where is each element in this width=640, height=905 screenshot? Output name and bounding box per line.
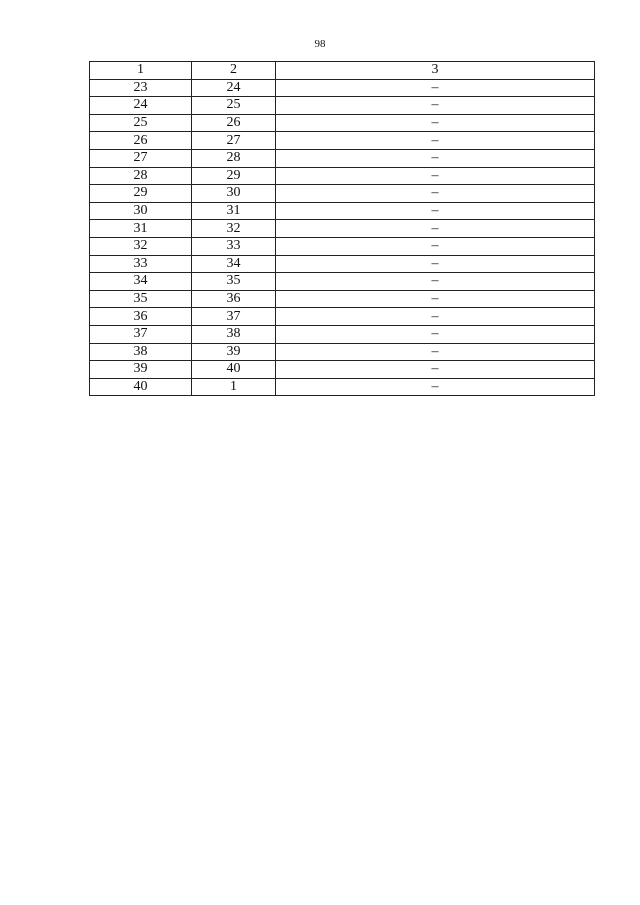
table-cell-col-2: 33 [192,237,276,255]
table-row [90,132,595,150]
table-cell-col-2: 35 [192,273,276,291]
table-cell-col-1: 28 [90,167,192,185]
table-cell-col-3: – [276,202,595,220]
table-cell-col-3: – [276,114,595,132]
table-row [90,343,595,361]
table-cell-col-2: 32 [192,220,276,238]
table-cell-col-2: 27 [192,132,276,150]
table-cell-col-1: 27 [90,149,192,167]
table-cell-col-1: 37 [90,325,192,343]
table-row [90,220,595,238]
table-cell-col-2: 34 [192,255,276,273]
table-cell-col-3: – [276,185,595,203]
table-cell-col-3: – [276,149,595,167]
table-row [90,273,595,291]
table-cell-col-2: 25 [192,97,276,115]
page-number: 98 [314,38,326,50]
column-header-2: 2 [192,62,276,80]
table-row [90,255,595,273]
table-cell-col-2: 39 [192,343,276,361]
table-row [90,325,595,343]
table-cell-col-3: – [276,361,595,379]
table-cell-col-2: 29 [192,167,276,185]
table-row [90,185,595,203]
table-cell-col-3: – [276,255,595,273]
table-cell-col-2: 36 [192,290,276,308]
table-cell-col-3: – [276,167,595,185]
table-cell-col-1: 23 [90,79,192,97]
table-cell-col-1: 33 [90,255,192,273]
table-row [90,378,595,396]
column-header-3: 3 [276,62,595,80]
table-cell-col-2: 30 [192,185,276,203]
table-cell-col-1: 35 [90,290,192,308]
table-cell-col-3: – [276,79,595,97]
table-cell-col-3: – [276,308,595,326]
table-cell-col-1: 25 [90,114,192,132]
table-row [90,167,595,185]
table-cell-col-3: – [276,290,595,308]
column-header-1: 1 [90,62,192,80]
table-cell-col-2: 31 [192,202,276,220]
table-header-row [90,62,595,80]
table-cell-col-3: – [276,343,595,361]
table-row [90,202,595,220]
table-cell-col-2: 1 [192,378,276,396]
table-cell-col-1: 40 [90,378,192,396]
table-cell-col-1: 31 [90,220,192,238]
table-cell-col-1: 39 [90,361,192,379]
table-cell-col-1: 32 [90,237,192,255]
table-cell-col-1: 24 [90,97,192,115]
table-cell-col-1: 38 [90,343,192,361]
table-row [90,290,595,308]
table-cell-col-1: 26 [90,132,192,150]
table-cell-col-1: 36 [90,308,192,326]
table-row [90,361,595,379]
table-cell-col-2: 37 [192,308,276,326]
table-cell-col-2: 26 [192,114,276,132]
table-cell-col-3: – [276,273,595,291]
table-cell-col-2: 40 [192,361,276,379]
table-cell-col-1: 30 [90,202,192,220]
table-row [90,237,595,255]
table-row [90,97,595,115]
table-cell-col-3: – [276,132,595,150]
table-cell-col-3: – [276,237,595,255]
table-row [90,79,595,97]
table-cell-col-2: 24 [192,79,276,97]
table-cell-col-3: – [276,97,595,115]
table-cell-col-1: 29 [90,185,192,203]
data-table [89,61,595,396]
table-cell-col-2: 38 [192,325,276,343]
table-row [90,114,595,132]
table-cell-col-3: – [276,378,595,396]
table-cell-col-1: 34 [90,273,192,291]
table-cell-col-3: – [276,220,595,238]
table-row [90,308,595,326]
table-cell-col-2: 28 [192,149,276,167]
table-row [90,149,595,167]
table-cell-col-3: – [276,325,595,343]
